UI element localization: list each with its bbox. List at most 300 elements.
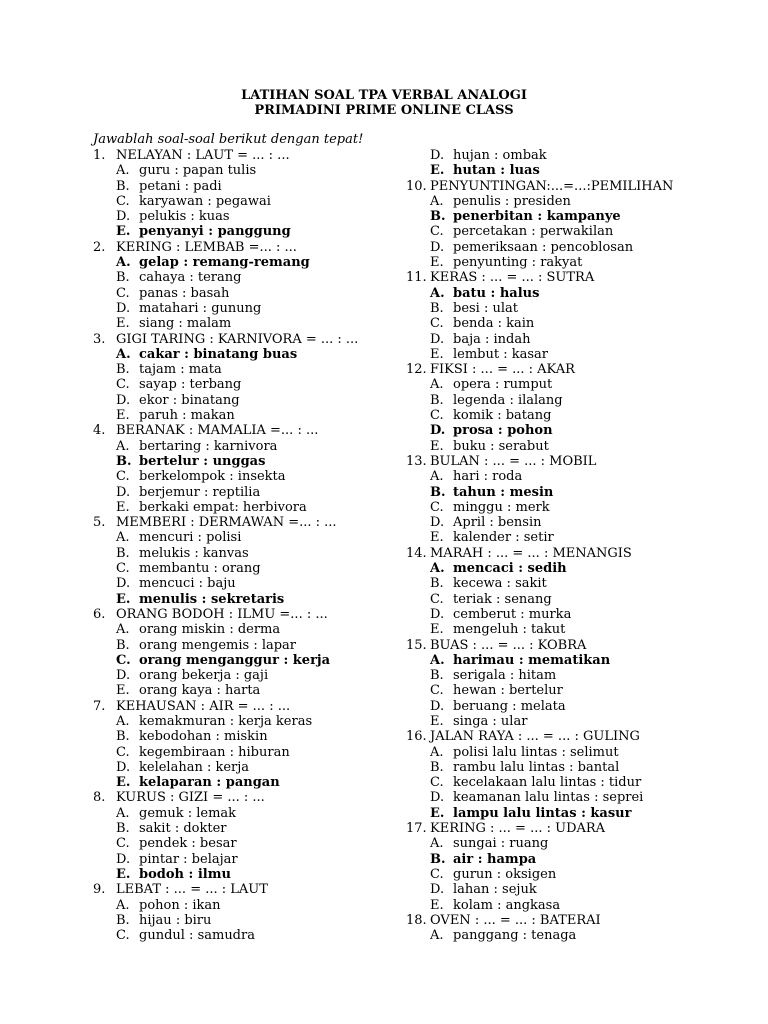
answer-option <box>93 209 403 224</box>
answer-option-correct <box>406 852 706 867</box>
option-letter: A. <box>116 438 130 454</box>
question-number: 5. <box>93 515 106 531</box>
question-text: OVEN : ... = ... : BATERAI <box>430 912 601 928</box>
option-letter: B. <box>430 300 444 316</box>
option-text: hijau : biru <box>139 912 212 928</box>
option-text: penyanyi : panggung <box>139 224 291 240</box>
option-text: keamanan lalu lintas : seprei <box>453 790 644 806</box>
option-text: orang miskin : derma <box>139 622 281 638</box>
answer-option-correct <box>406 806 706 821</box>
option-letter: B. <box>430 851 446 867</box>
option-text: gurun : oksigen <box>453 866 557 882</box>
option-text: pemeriksaan : pencoblosan <box>453 239 634 255</box>
option-letter: E. <box>430 255 444 271</box>
question-number: 1. <box>93 148 106 163</box>
option-letter: B. <box>430 209 446 225</box>
option-letter: B. <box>116 637 130 653</box>
answer-option <box>93 714 403 729</box>
question-line <box>93 882 403 897</box>
option-text: orang bekerja : gaji <box>139 668 269 684</box>
option-letter: A. <box>430 285 445 301</box>
option-text: guru : papan tulis <box>139 163 257 179</box>
answer-option <box>93 194 403 209</box>
option-letter: C. <box>116 377 130 393</box>
option-letter: D. <box>116 209 131 225</box>
option-letter: D. <box>430 790 445 806</box>
option-letter: E. <box>430 163 445 179</box>
answer-option <box>93 729 403 744</box>
option-text: matahari : gunung <box>139 300 262 316</box>
option-letter: E. <box>430 346 444 362</box>
answer-option <box>406 576 706 591</box>
option-letter: E. <box>116 499 130 515</box>
option-letter: E. <box>430 805 445 821</box>
question-text: MEMBERI : DERMAWAN =... : ... <box>116 515 337 531</box>
answer-option <box>93 683 403 698</box>
question-line <box>93 240 403 255</box>
option-letter: A. <box>116 897 130 913</box>
option-text: harimau : mematikan <box>453 652 611 668</box>
answer-option <box>93 316 403 331</box>
question-text: JALAN RAYA : ... = ... : GULING <box>430 729 640 745</box>
answer-option <box>93 806 403 821</box>
answer-option <box>93 377 403 392</box>
answer-option <box>93 852 403 867</box>
answer-option-correct <box>93 867 403 882</box>
question-line <box>93 423 403 438</box>
option-text: kecelakaan lalu lintas : tidur <box>453 775 642 791</box>
document-title: LATIHAN SOAL TPA VERBAL ANALOGI <box>241 88 527 103</box>
option-text: cemberut : murka <box>453 606 572 622</box>
answer-option <box>406 836 706 851</box>
option-text: gelap : remang-remang <box>139 255 310 271</box>
question-number: 3. <box>93 331 106 347</box>
answer-option <box>93 530 403 545</box>
option-text: sakit : dokter <box>139 821 227 837</box>
question-number: 18. <box>406 912 427 928</box>
option-letter: A. <box>116 163 130 179</box>
question-text: BUAS : ... = ... : KOBRA <box>430 637 587 653</box>
option-letter: E. <box>116 683 130 699</box>
answer-option <box>406 882 706 897</box>
option-text: orang menganggur : kerja <box>139 652 331 668</box>
option-letter: C. <box>116 928 130 944</box>
answer-option <box>406 699 706 714</box>
answer-option <box>406 515 706 530</box>
option-text: panggang : tenaga <box>453 928 577 944</box>
option-letter: A. <box>430 652 445 668</box>
answer-option-correct <box>406 485 706 500</box>
option-text: prosa : pohon <box>453 423 553 439</box>
option-text: baja : indah <box>453 331 531 347</box>
answer-option <box>406 500 706 515</box>
answer-option <box>93 439 403 454</box>
option-letter: E. <box>430 622 444 638</box>
option-letter: D. <box>430 606 445 622</box>
option-text: cakar : binatang buas <box>139 346 298 362</box>
option-letter: C. <box>116 561 130 577</box>
answer-option <box>406 592 706 607</box>
question-line <box>406 821 706 836</box>
option-text: lahan : sejuk <box>453 882 537 898</box>
option-letter: A. <box>430 744 444 760</box>
option-text: gemuk : lemak <box>139 805 237 821</box>
question-text: KURUS : GIZI = ... : ... <box>116 790 265 806</box>
option-text: hujan : ombak <box>453 148 547 163</box>
instruction-text: Jawablah soal-soal berikut dengan tepat! <box>93 132 364 147</box>
option-text: teriak : senang <box>453 591 552 607</box>
question-number: 16. <box>406 729 427 745</box>
option-text: singa : ular <box>453 713 528 729</box>
question-line <box>93 332 403 347</box>
answer-option <box>93 485 403 500</box>
option-text: mengeluh : takut <box>453 622 566 638</box>
option-text: bertelur : unggas <box>139 453 266 469</box>
option-text: tahun : mesin <box>453 484 554 500</box>
option-letter: A. <box>116 713 130 729</box>
option-letter: D. <box>430 515 445 531</box>
option-letter: C. <box>430 316 444 332</box>
option-text: kebodohan : miskin <box>139 729 268 745</box>
answer-option <box>406 347 706 362</box>
option-text: orang mengemis : lapar <box>139 637 297 653</box>
option-letter: C. <box>116 193 130 209</box>
option-text: penerbitan : kampanye <box>453 209 621 225</box>
option-letter: C. <box>116 469 130 485</box>
answer-option <box>406 255 706 270</box>
option-text: ekor : binatang <box>139 392 240 408</box>
option-text: kelelahan : kerja <box>139 759 250 775</box>
answer-option <box>93 286 403 301</box>
answer-option-correct <box>93 255 403 270</box>
left-column <box>93 148 403 943</box>
question-number: 11. <box>406 270 427 286</box>
answer-option <box>406 790 706 805</box>
option-text: orang kaya : harta <box>139 683 261 699</box>
answer-option <box>93 270 403 285</box>
answer-option-correct <box>406 561 706 576</box>
option-letter: E. <box>116 591 131 607</box>
question-text: GIGI TARING : KARNIVORA = ... : ... <box>116 331 359 347</box>
option-text: pelukis : kuas <box>139 209 230 225</box>
answer-option <box>406 332 706 347</box>
option-text: opera : rumput <box>453 377 553 393</box>
answer-option <box>406 683 706 698</box>
answer-option <box>406 469 706 484</box>
answer-option <box>406 316 706 331</box>
answer-option <box>406 760 706 775</box>
question-text: ORANG BODOH : ILMU =... : ... <box>116 606 328 622</box>
option-letter: E. <box>116 866 131 882</box>
question-line <box>406 729 706 744</box>
option-text: karyawan : pegawai <box>139 193 271 209</box>
option-text: air : hampa <box>453 851 537 867</box>
option-text: lampu lalu lintas : kasur <box>453 805 632 821</box>
document-subtitle: PRIMADINI PRIME ONLINE CLASS <box>254 103 514 118</box>
option-text: cahaya : terang <box>139 270 242 286</box>
option-text: penyunting : rakyat <box>453 255 583 271</box>
option-letter: B. <box>116 362 130 378</box>
answer-option <box>93 668 403 683</box>
question-text: MARAH : ... = ... : MENANGIS <box>430 545 632 561</box>
question-text: LEBAT : ... = ... : LAUT <box>116 882 268 898</box>
answer-option-correct <box>406 286 706 301</box>
option-letter: A. <box>430 469 444 485</box>
option-letter: C. <box>116 744 130 760</box>
option-letter: D. <box>430 882 445 898</box>
option-letter: D. <box>116 668 131 684</box>
option-letter: B. <box>116 729 130 745</box>
answer-option-correct <box>406 423 706 438</box>
answer-option <box>93 546 403 561</box>
answer-option <box>406 745 706 760</box>
option-letter: D. <box>430 423 446 439</box>
option-letter: E. <box>430 713 444 729</box>
option-text: kolam : angkasa <box>453 897 561 913</box>
answer-option <box>93 913 403 928</box>
option-letter: C. <box>430 499 444 515</box>
answer-option <box>93 163 403 178</box>
question-text: BERANAK : MAMALIA =... : ... <box>116 423 319 439</box>
question-line <box>406 638 706 653</box>
option-text: panas : basah <box>139 285 230 301</box>
option-letter: D. <box>430 239 445 255</box>
option-letter: A. <box>116 622 130 638</box>
option-letter: C. <box>430 224 444 240</box>
option-letter: D. <box>430 331 445 347</box>
option-letter: B. <box>430 484 446 500</box>
option-letter: D. <box>116 851 131 867</box>
answer-option <box>93 745 403 760</box>
option-text: kemakmuran : kerja keras <box>139 713 313 729</box>
option-letter: A. <box>116 530 130 546</box>
answer-option <box>93 638 403 653</box>
option-letter: A. <box>430 193 444 209</box>
answer-option <box>406 194 706 209</box>
answer-option <box>406 301 706 316</box>
question-number: 12. <box>406 362 427 378</box>
option-letter: D. <box>116 392 131 408</box>
option-letter: A. <box>430 836 444 852</box>
answer-option <box>406 898 706 913</box>
answer-option <box>406 622 706 637</box>
question-text: KEHAUSAN : AIR = ... : ... <box>116 698 291 714</box>
answer-option <box>406 408 706 423</box>
right-column <box>406 148 706 943</box>
option-letter: C. <box>430 408 444 424</box>
answer-option-correct <box>406 653 706 668</box>
answer-option <box>93 836 403 851</box>
option-letter: D. <box>116 484 131 500</box>
option-letter: B. <box>430 668 444 684</box>
question-text: FIKSI : ... = ... : AKAR <box>430 362 575 378</box>
option-text: lembut : kasar <box>453 346 549 362</box>
option-letter: C. <box>116 652 131 668</box>
answer-option-correct <box>406 209 706 224</box>
option-letter: D. <box>116 576 131 592</box>
option-text: penulis : presiden <box>453 193 571 209</box>
option-text: membantu : orang <box>139 561 261 577</box>
option-letter: A. <box>116 346 131 362</box>
option-text: percetakan : perwakilan <box>453 224 614 240</box>
option-text: legenda : ilalang <box>453 392 563 408</box>
answer-option <box>93 576 403 591</box>
question-line <box>93 790 403 805</box>
answer-option <box>406 928 706 943</box>
answer-option-correct <box>93 775 403 790</box>
answer-option <box>406 607 706 622</box>
answer-option <box>406 393 706 408</box>
option-text: pohon : ikan <box>139 897 221 913</box>
answer-option-correct <box>93 592 403 607</box>
answer-option <box>93 393 403 408</box>
answer-option <box>93 500 403 515</box>
answer-option <box>406 867 706 882</box>
question-text: KERING : LEMBAB =... : ... <box>116 239 297 255</box>
question-number: 9. <box>93 882 106 898</box>
option-text: komik : batang <box>453 408 552 424</box>
option-letter: E. <box>116 775 131 791</box>
question-text: NELAYAN : LAUT = ... : ... <box>116 148 290 163</box>
option-letter: C. <box>116 836 130 852</box>
answer-option <box>406 224 706 239</box>
answer-option <box>93 362 403 377</box>
option-letter: C. <box>430 683 444 699</box>
option-text: rambu lalu lintas : bantal <box>453 759 620 775</box>
option-letter: D. <box>116 759 131 775</box>
question-line <box>406 179 706 194</box>
option-text: batu : halus <box>453 285 540 301</box>
option-text: hutan : luas <box>453 163 540 179</box>
answer-option <box>93 301 403 316</box>
answer-option-correct <box>93 347 403 362</box>
option-letter: C. <box>430 866 444 882</box>
option-letter: B. <box>430 392 444 408</box>
question-number: 10. <box>406 178 427 194</box>
question-number: 4. <box>93 423 106 439</box>
question-number: 7. <box>93 698 106 714</box>
question-number: 17. <box>406 821 427 837</box>
answer-option <box>406 148 706 163</box>
option-text: kalender : setir <box>453 530 554 546</box>
option-letter: D. <box>430 698 445 714</box>
option-letter: A. <box>116 805 130 821</box>
question-number: 13. <box>406 453 427 469</box>
option-text: bodoh : ilmu <box>139 866 231 882</box>
answer-option <box>406 377 706 392</box>
option-letter: C. <box>116 285 130 301</box>
answer-option <box>406 668 706 683</box>
option-text: tajam : mata <box>139 362 222 378</box>
option-text: benda : kain <box>453 316 535 332</box>
answer-option-correct <box>93 454 403 469</box>
option-text: sungai : ruang <box>453 836 549 852</box>
answer-option-correct <box>93 224 403 239</box>
option-letter: B. <box>116 545 130 561</box>
option-text: beruang : melata <box>453 698 566 714</box>
question-text: KERING : ... = ... : UDARA <box>430 821 606 837</box>
question-line <box>406 546 706 561</box>
question-line <box>93 607 403 622</box>
option-letter: C. <box>430 591 444 607</box>
option-text: pendek : besar <box>139 836 237 852</box>
option-letter: E. <box>430 897 444 913</box>
answer-option <box>93 898 403 913</box>
answer-option <box>93 179 403 194</box>
option-letter: A. <box>430 561 445 577</box>
answer-option <box>406 439 706 454</box>
option-letter: B. <box>116 821 130 837</box>
option-text: berjemur : reptilia <box>139 484 261 500</box>
question-number: 2. <box>93 239 106 255</box>
question-text: PENYUNTINGAN:...=...:PEMILIHAN <box>430 178 674 194</box>
option-text: siang : malam <box>139 316 232 332</box>
option-text: besi : ulat <box>453 300 518 316</box>
option-letter: E. <box>430 438 444 454</box>
answer-option <box>93 821 403 836</box>
option-text: kelaparan : pangan <box>139 775 280 791</box>
answer-option <box>93 561 403 576</box>
option-letter: B. <box>116 270 130 286</box>
option-letter: A. <box>116 255 131 271</box>
option-letter: B. <box>430 576 444 592</box>
option-letter: D. <box>116 300 131 316</box>
question-number: 6. <box>93 606 106 622</box>
question-number: 15. <box>406 637 427 653</box>
question-line <box>406 270 706 285</box>
answer-option <box>406 530 706 545</box>
option-text: melukis : kanvas <box>139 545 249 561</box>
answer-option <box>93 408 403 423</box>
option-text: April : bensin <box>453 515 542 531</box>
option-text: petani : padi <box>139 178 222 194</box>
option-text: kegembiraan : hiburan <box>139 744 290 760</box>
answer-option <box>93 622 403 637</box>
answer-option <box>406 714 706 729</box>
option-letter: B. <box>116 453 132 469</box>
option-letter: E. <box>116 224 131 240</box>
option-letter: E. <box>430 530 444 546</box>
question-line <box>93 148 403 163</box>
option-text: mencaci : sedih <box>453 561 567 577</box>
question-line <box>406 362 706 377</box>
option-letter: D. <box>430 148 445 163</box>
option-text: serigala : hitam <box>453 668 557 684</box>
option-text: polisi lalu lintas : selimut <box>453 744 619 760</box>
option-text: mencuri : polisi <box>139 530 242 546</box>
option-text: menulis : sekretaris <box>139 591 285 607</box>
question-line <box>406 913 706 928</box>
option-letter: A. <box>430 928 444 944</box>
answer-option <box>93 469 403 484</box>
question-text: BULAN : ... = ... : MOBIL <box>430 453 597 469</box>
option-text: gundul : samudra <box>139 928 255 944</box>
answer-option <box>93 760 403 775</box>
option-letter: A. <box>430 377 444 393</box>
answer-option <box>406 240 706 255</box>
option-text: hari : roda <box>453 469 523 485</box>
option-text: pintar : belajar <box>139 851 238 867</box>
option-letter: B. <box>116 912 130 928</box>
option-text: mencuci : baju <box>139 576 236 592</box>
option-text: berkaki empat: herbivora <box>139 499 307 515</box>
option-text: hewan : bertelur <box>453 683 563 699</box>
answer-option <box>406 775 706 790</box>
option-letter: E. <box>116 316 130 332</box>
question-line <box>93 515 403 530</box>
question-number: 8. <box>93 790 106 806</box>
answer-option <box>93 928 403 943</box>
